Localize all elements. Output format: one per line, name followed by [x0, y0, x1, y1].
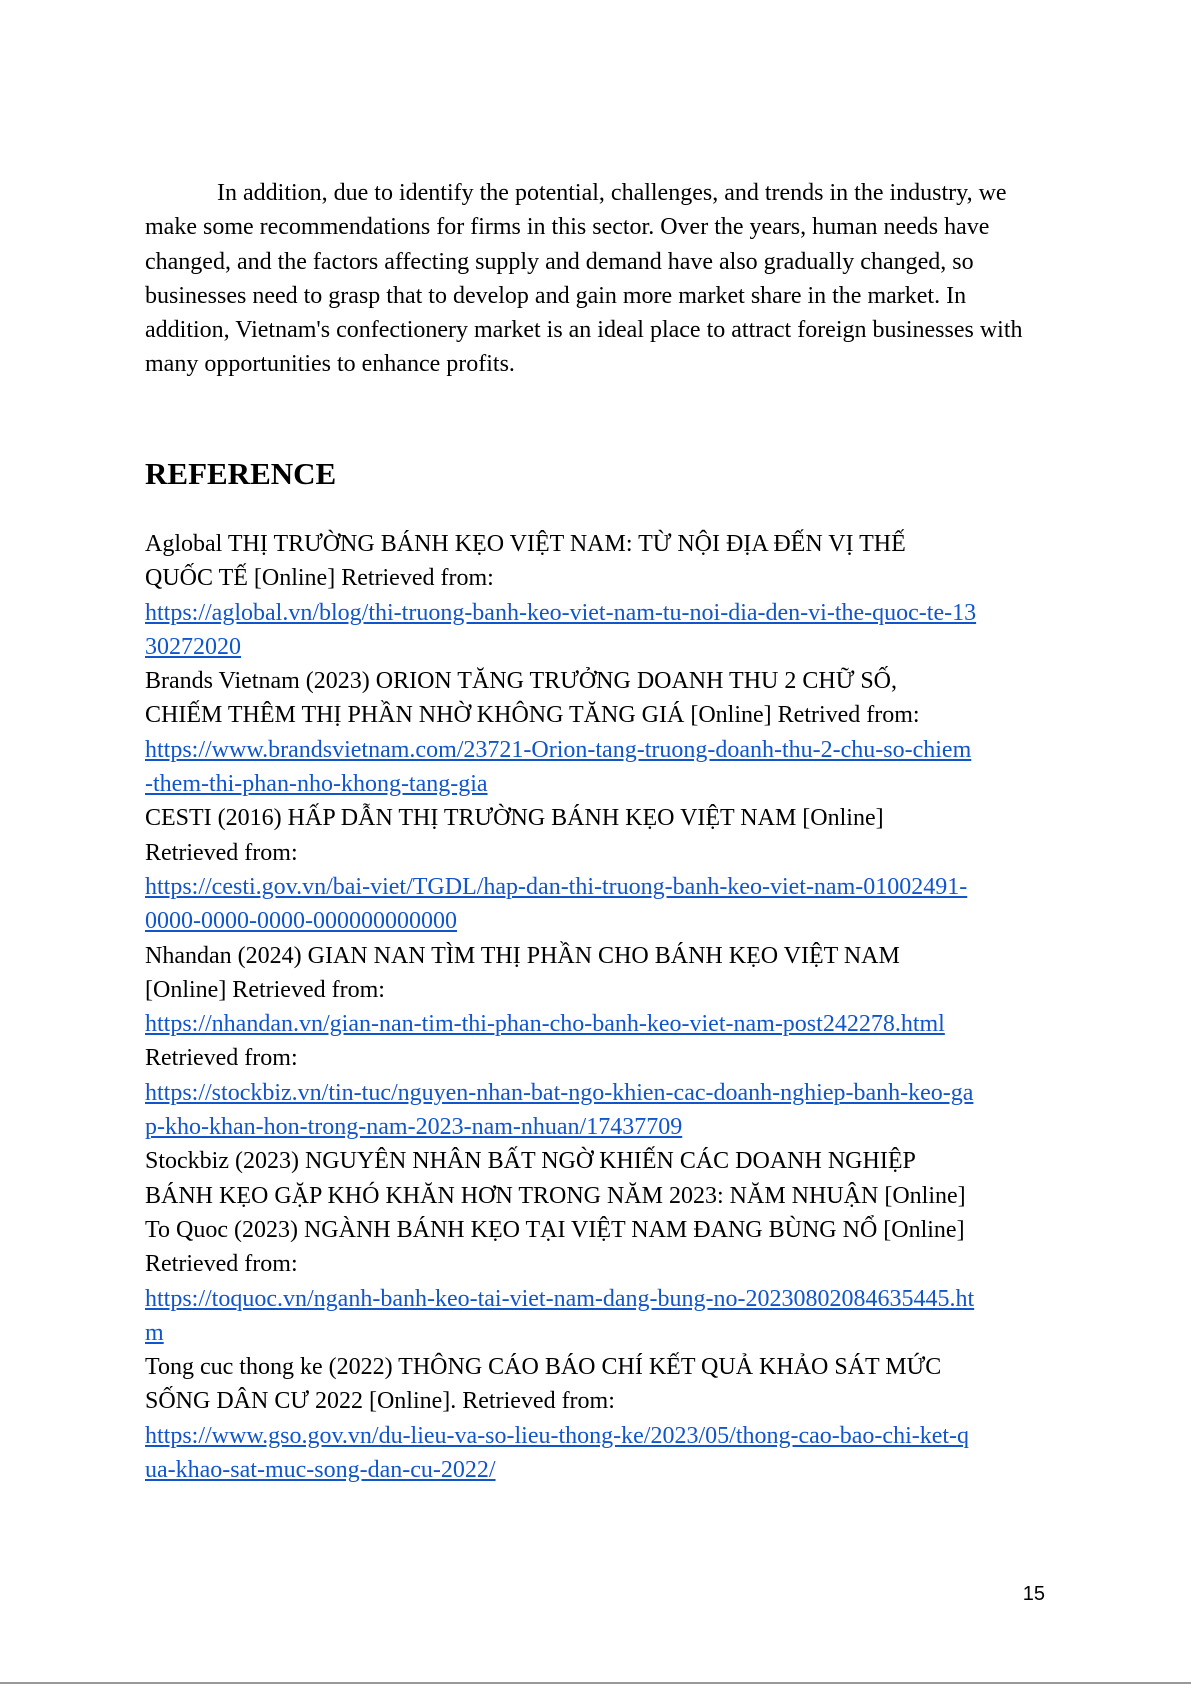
reference-url-link[interactable]: https://aglobal.vn/blog/thi-truong-banh-keo-viet-nam-tu-noi-dia-den-vi-the-quoc-te-13 — [145, 599, 977, 626]
reference-text-line: Stockbiz (2023) NGUYÊN NHÂN BẤT NGỜ KHIẾN CÁC DOANH NGHIỆP — [145, 1148, 916, 1175]
reference-text-line: SỐNG DÂN CƯ 2022 [Online]. Retrieved from: — [145, 1388, 615, 1415]
reference-url-link[interactable]: ua-khao-sat-muc-song-dan-cu-2022/ — [145, 1457, 496, 1484]
reference-url-link[interactable]: https://www.gso.gov.vn/du-lieu-va-so-lieu-thong-ke/2023/05/thong-cao-bao-chi-ket-q — [145, 1422, 970, 1449]
reference-text-line: Retrieved from: — [145, 839, 298, 866]
reference-text-line: Aglobal THỊ TRƯỜNG BÁNH KẸO VIỆT NAM: TỪ NỘI ĐỊA ĐẾN VỊ THẾ — [145, 531, 906, 557]
reference-url-link[interactable]: https://www.brandsvietnam.com/23721-Orion-tang-truong-doanh-thu-2-chu-so-chiem — [145, 736, 972, 763]
reference-url-link[interactable]: 30272020 — [145, 633, 241, 660]
reference-text-line: Tong cuc thong ke (2022) THÔNG CÁO BÁO CHÍ KẾT QUẢ KHẢO SÁT MỨC — [145, 1354, 942, 1381]
reference-url-link[interactable]: https://cesti.gov.vn/bai-viet/TGDL/hap-dan-thi-truong-banh-keo-viet-nam-01002491- — [145, 873, 968, 900]
reference-text-line: CESTI (2016) HẤP DẪN THỊ TRƯỜNG BÁNH KẸO VIỆT NAM [Online] — [145, 805, 884, 832]
reference-text-line: To Quoc (2023) NGÀNH BÁNH KẸO TẠI VIỆT NAM ĐANG BÙNG NỔ [Online] — [145, 1216, 965, 1243]
reference-url-link[interactable]: p-kho-khan-hon-trong-nam-2023-nam-nhuan/17437709 — [145, 1114, 683, 1141]
reference-text-line: Retrieved from: — [145, 1251, 298, 1278]
reference-url-link[interactable]: https://stockbiz.vn/tin-tuc/nguyen-nhan-bat-ngo-khien-cac-doanh-nghiep-banh-keo-ga — [145, 1079, 974, 1106]
page-number: 15 — [1022, 1583, 1045, 1605]
body-paragraph: In addition, due to identify the potential, challenges, and trends in the industry, we make some recommendations for firms in this sector. Over the years, human needs have changed, and the factors affecting supply and demand have also gradually changed, so businesses need to grasp that to develop and gain more market share in the market. In addition, Vietnam's confectionery market is an ideal place to attract foreign businesses with many opportunities to enhance profits. — [145, 180, 1023, 378]
reference-text-line: QUỐC TẾ [Online] Retrieved from: — [145, 565, 494, 592]
reference-url-link[interactable]: -them-thi-phan-nho-khong-tang-gia — [145, 771, 488, 798]
reference-url-link[interactable]: https://nhandan.vn/gian-nan-tim-thi-phan-cho-banh-keo-viet-nam-post242278.html — [145, 1011, 945, 1038]
reference-list — [145, 527, 1050, 1487]
reference-url-link[interactable]: 0000-0000-0000-000000000000 — [145, 908, 457, 935]
reference-text-line: Brands Vietnam (2023) ORION TĂNG TRƯỞNG DOANH THU 2 CHỮ SỐ, — [145, 668, 898, 695]
reference-text-line: Nhandan (2024) GIAN NAN TÌM THỊ PHẦN CHO BÁNH KẸO VIỆT NAM — [145, 942, 900, 969]
reference-text-line: BÁNH KẸO GẶP KHÓ KHĂN HƠN TRONG NĂM 2023: NĂM NHUẬN [Online] — [145, 1182, 966, 1209]
reference-text-line: [Online] Retrieved from: — [145, 976, 385, 1003]
reference-text-line: CHIẾM THÊM THỊ PHẦN NHỜ KHÔNG TĂNG GIÁ [Online] Retrived from: — [145, 702, 920, 729]
page-bottom-divider — [0, 1682, 1191, 1684]
reference-heading: REFERENCE — [145, 456, 337, 491]
reference-url-link[interactable]: m — [145, 1319, 164, 1346]
reference-text-line: Retrieved from: — [145, 1045, 298, 1072]
reference-url-link[interactable]: https://toquoc.vn/nganh-banh-keo-tai-viet-nam-dang-bung-no-20230802084635445.ht — [145, 1285, 975, 1312]
